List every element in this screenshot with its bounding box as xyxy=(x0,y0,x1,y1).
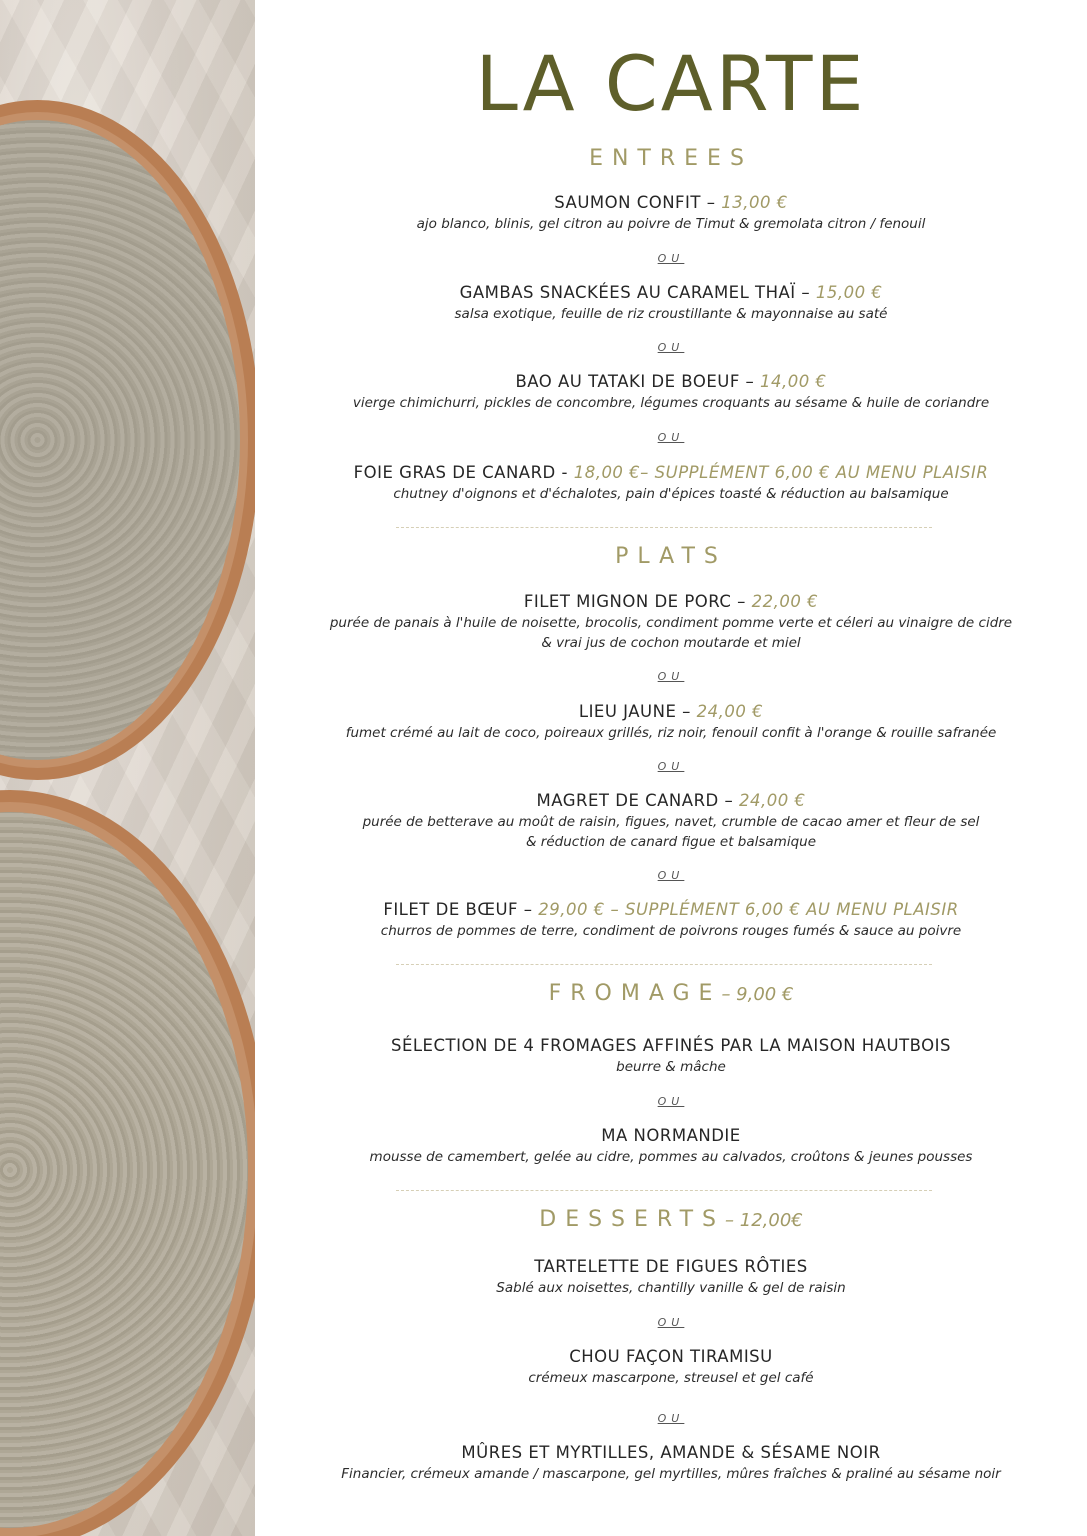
section-divider xyxy=(396,964,932,965)
dish-title xyxy=(255,591,1087,613)
dish-title xyxy=(255,282,1087,304)
dish-description: chutney d'oignons et d'échalotes, pain d'épices toasté & réduction au balsamique xyxy=(393,486,949,502)
dish-name: FOIE GRAS DE CANARD - xyxy=(353,463,568,482)
plats-heading xyxy=(255,542,1087,572)
dish-name: LIEU JAUNE – xyxy=(578,702,691,721)
dish-description: & réduction de canard figue et balsamique xyxy=(525,834,817,850)
entree-item xyxy=(255,282,1087,324)
or-separator: OU xyxy=(657,1095,685,1108)
dish-description: vierge chimichurri, pickles de concombre, légumes croquants au sésame & huile de coriandre xyxy=(352,395,990,411)
dish-name: FILET MIGNON DE PORC – xyxy=(523,592,746,611)
entree-item xyxy=(255,462,1087,504)
dish-description: churros de pommes de terre, condiment de poivrons rouges fumés & sauce au poivre xyxy=(380,923,962,939)
entree-item xyxy=(255,192,1087,234)
entrees-heading xyxy=(255,144,1087,174)
dish-price: 29,00 € – SUPPLÉMENT 6,00 € AU MENU PLAISIR xyxy=(532,900,959,919)
dish-price: 15,00 € xyxy=(810,283,883,302)
dish-name: TARTELETTE DE FIGUES RÔTIES xyxy=(534,1257,808,1276)
or-separator: OU xyxy=(657,431,685,444)
plat-item xyxy=(255,899,1087,941)
dish-name: SAUMON CONFIT – xyxy=(554,193,716,212)
plats-heading-text: PLATS xyxy=(615,544,727,569)
dish-description: Sablé aux noisettes, chantilly vanille & gel de raisin xyxy=(496,1280,846,1296)
dish-title xyxy=(255,790,1087,812)
desserts-heading xyxy=(255,1205,1087,1236)
dish-title xyxy=(255,192,1087,214)
plat-item xyxy=(255,591,1087,653)
dish-title xyxy=(255,899,1087,921)
dish-name: BAO AU TATAKI DE BOEUF – xyxy=(515,372,755,391)
menu-panel xyxy=(255,0,1087,1536)
fromage-price: – 9,00 € xyxy=(721,984,794,1005)
or-separator: OU xyxy=(657,1412,685,1425)
plat-item xyxy=(255,701,1087,743)
dessert-item xyxy=(255,1256,1087,1298)
dish-name: FILET DE BŒUF – xyxy=(383,900,533,919)
fromage-heading-text: FROMAGE xyxy=(548,981,722,1006)
dish-description: salsa exotique, feuille de riz croustillante & mayonnaise au saté xyxy=(454,306,888,322)
or-separator: OU xyxy=(657,1316,685,1329)
or-separator: OU xyxy=(657,670,685,683)
desserts-heading-text: DESSERTS xyxy=(539,1207,726,1232)
dish-name: MAGRET DE CANARD – xyxy=(536,791,734,810)
dish-price: 13,00 € xyxy=(715,193,788,212)
dessert-item xyxy=(255,1346,1087,1388)
dish-price: 14,00 € xyxy=(754,372,827,391)
dish-description: ajo blanco, blinis, gel citron au poivre de Timut & gremolata citron / fenouil xyxy=(416,216,926,232)
ceramic-plate-top xyxy=(0,100,255,780)
dish-name: CHOU FAÇON TIRAMISU xyxy=(569,1347,773,1366)
ceramic-plate-bottom xyxy=(0,790,255,1536)
dish-price: 22,00 € xyxy=(745,592,819,611)
menu-title: LA CARTE xyxy=(475,39,867,128)
section-divider xyxy=(396,527,932,528)
dish-description: beurre & mâche xyxy=(616,1059,726,1075)
section-divider xyxy=(396,1190,932,1191)
or-separator: OU xyxy=(657,869,685,882)
dish-name: MÛRES ET MYRTILLES, AMANDE & SÉSAME NOIR xyxy=(461,1443,881,1462)
dish-name: SÉLECTION DE 4 FROMAGES AFFINÉS PAR LA MAISON HAUTBOIS xyxy=(390,1036,952,1055)
dish-name: MA NORMANDIE xyxy=(601,1126,741,1145)
dish-title xyxy=(255,371,1087,393)
dish-description: & vrai jus de cochon moutarde et miel xyxy=(541,635,801,651)
dish-description: fumet crémé au lait de coco, poireaux grillés, riz noir, fenouil confit à l'orange & rouille safranée xyxy=(345,725,997,741)
desserts-price: – 12,00€ xyxy=(725,1210,803,1231)
or-separator: OU xyxy=(657,341,685,354)
fromage-item xyxy=(255,1125,1087,1167)
fromage-heading xyxy=(255,979,1087,1010)
entrees-heading-text: ENTREES xyxy=(589,146,753,171)
dish-description: crémeux mascarpone, streusel et gel café xyxy=(528,1370,814,1386)
entree-item xyxy=(255,371,1087,413)
dish-price: 18,00 €– SUPPLÉMENT 6,00 € AU MENU PLAISIR xyxy=(567,463,989,482)
dessert-item xyxy=(255,1442,1087,1484)
or-separator: OU xyxy=(657,760,685,773)
dish-title xyxy=(255,701,1087,723)
dish-name: GAMBAS SNACKÉES AU CARAMEL THAÏ – xyxy=(459,283,811,302)
dish-description: purée de betterave au moût de raisin, figues, navet, crumble de cacao amer et fleur de sel xyxy=(362,814,980,830)
or-separator: OU xyxy=(657,252,685,265)
dish-description: purée de panais à l'huile de noisette, brocolis, condiment pomme verte et céleri au vinaigre de cidre xyxy=(329,615,1013,631)
tableware-photo xyxy=(0,0,255,1536)
dish-description: mousse de camembert, gelée au cidre, pommes au calvados, croûtons & jeunes pousses xyxy=(369,1149,973,1165)
dish-price: 24,00 € xyxy=(690,702,764,721)
plat-item xyxy=(255,790,1087,852)
dish-title xyxy=(255,462,1087,484)
dish-description: Financier, crémeux amande / mascarpone, gel myrtilles, mûres fraîches & praliné au sésame noir xyxy=(341,1466,1001,1482)
fromage-item xyxy=(255,1035,1087,1077)
dish-price: 24,00 € xyxy=(733,791,806,810)
